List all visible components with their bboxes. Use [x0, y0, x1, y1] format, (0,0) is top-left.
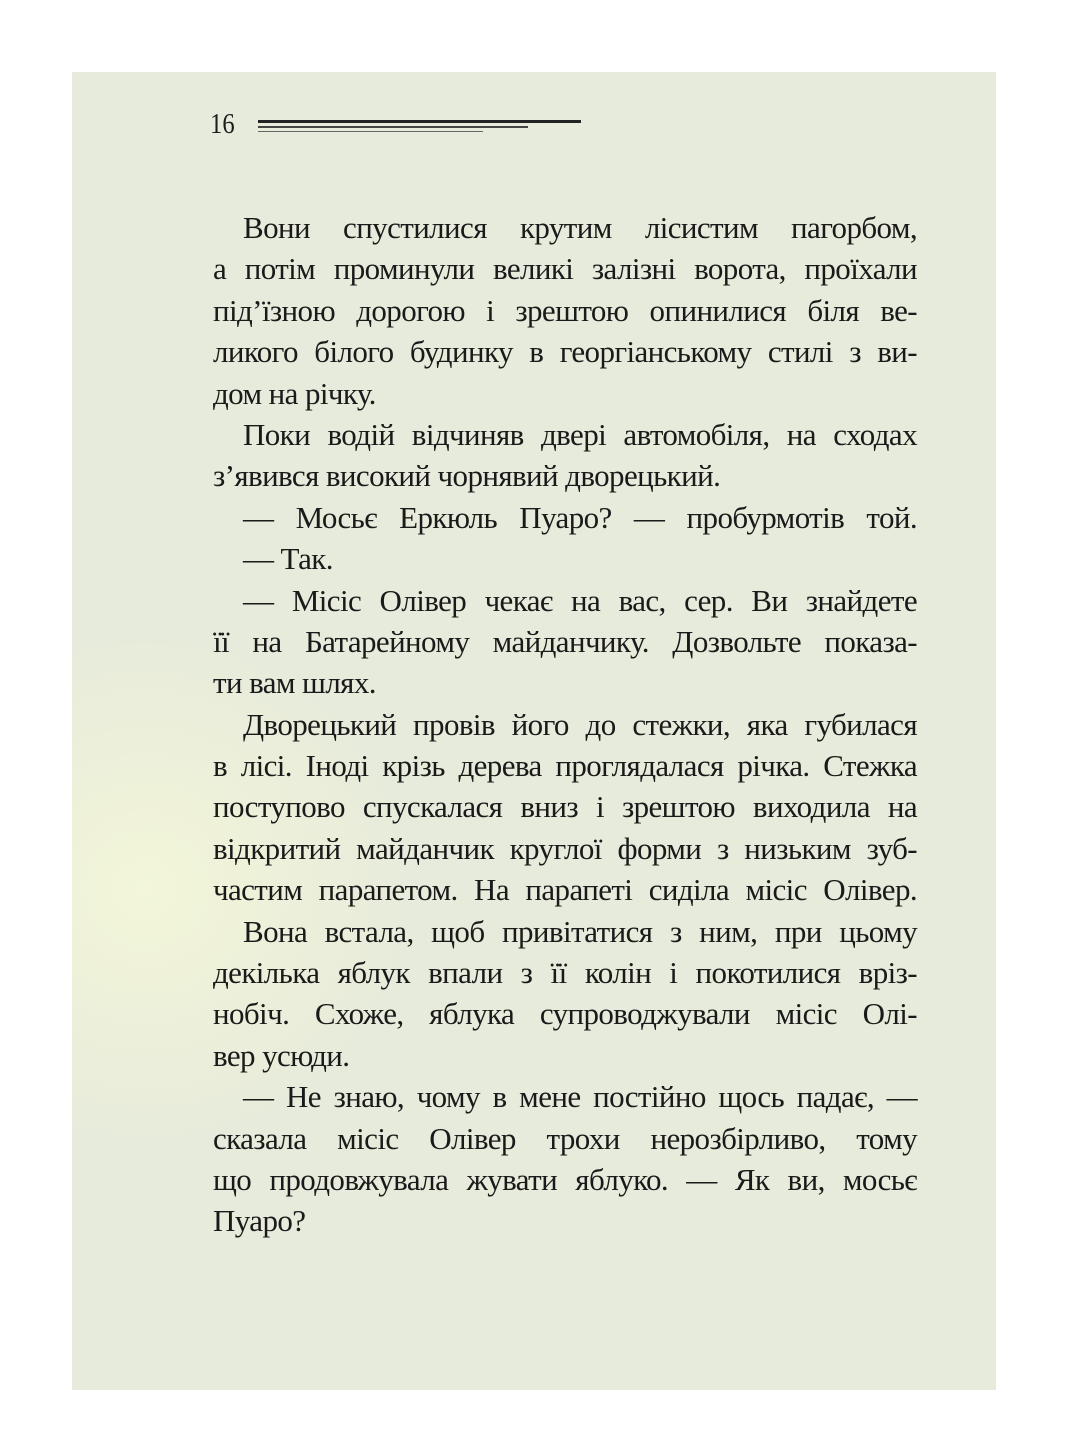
header-rule — [258, 131, 483, 132]
text-line: Дворецький провів його до стежки, яка губилася — [243, 706, 917, 742]
text-line: Поки водій відчиняв двері автомобіля, на сходах — [243, 416, 917, 452]
text-line: поступово спускалася вниз і зрештою виходила на — [213, 789, 917, 825]
text-line: в лісі. Іноді крізь дерева проглядалася річка. Стежка — [213, 748, 917, 784]
text-line: Вони спустилися крутим лісистим пагорбом, — [243, 210, 917, 245]
text-line: Вона встала, щоб привітатися з ним, при цьому — [243, 913, 917, 949]
text-line: декілька яблук впали з її колін і покотилися вріз- — [213, 955, 917, 991]
header-rule — [258, 120, 581, 123]
text-line: а потім проминули великі залізні ворота, проїхали — [213, 251, 917, 287]
text-line: що продовжувала жувати яблуко. — Як ви, мосьє — [213, 1161, 917, 1197]
text-line: — Так. — [243, 541, 333, 577]
text-line: її на Батарейному майданчику. Дозвольте показа- — [213, 623, 917, 659]
text-line: відкритий майданчик круглої форми з низьким зуб- — [213, 830, 917, 866]
text-line: дом на річку. — [213, 375, 376, 411]
text-line: з’явився високий чорнявий дворецький. — [213, 458, 721, 494]
body-text — [213, 207, 917, 1242]
text-line: — Місіс Олівер чекає на вас, сер. Ви знайдете — [243, 582, 917, 618]
page-number: 16 — [210, 108, 235, 140]
text-line: нобіч. Схоже, яблука супроводжували місіс Олі- — [213, 996, 917, 1032]
text-line: ти вам шлях. — [213, 665, 376, 701]
text-line: — Не знаю, чому в мене постійно щось падає, — — [243, 1079, 917, 1115]
text-line: Пуаро? — [213, 1203, 306, 1239]
text-line: вер усюди. — [213, 1037, 350, 1073]
text-line: сказала місіс Олівер трохи нерозбірливо, тому — [213, 1120, 917, 1156]
text-line: частим парапетом. На парапеті сиділа місіс Олівер. — [213, 872, 917, 908]
header-rule — [258, 126, 528, 128]
text-line: — Мосьє Еркюль Пуаро? — пробурмотів той. — [243, 499, 917, 535]
text-line: ликого білого будинку в георгіанському стилі з ви- — [213, 334, 917, 370]
text-line: під’їзною дорогою і зрештою опинилися біля ве- — [213, 292, 917, 328]
